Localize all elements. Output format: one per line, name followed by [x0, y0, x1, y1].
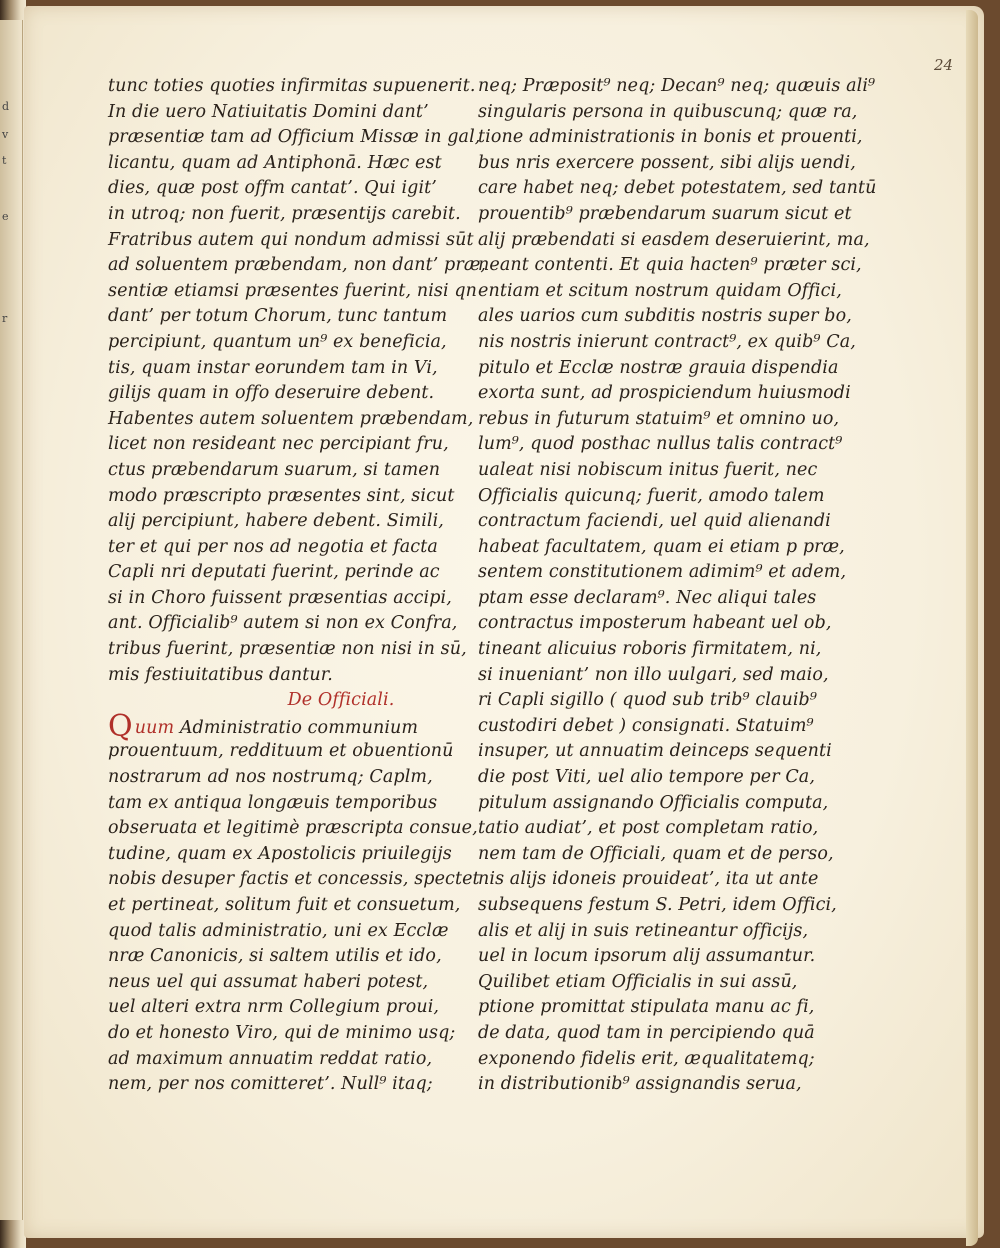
text-line: rebus in futurum statuim⁹ et omnino uo, [478, 408, 840, 429]
previous-page-edge [0, 20, 23, 1220]
text-line: ter et qui per nos ad negotia et facta [108, 536, 438, 557]
text-line: Administratio communium [179, 717, 419, 738]
text-line: licantu, quam ad Antiphonā. Hæc est [108, 152, 442, 173]
text-line: exorta sunt, ad prospiciendum huiusmodi [478, 383, 851, 404]
text-line: Habentes autem soluentem præbendam, [108, 408, 474, 429]
text-line: neus uel qui assumat haberi potest, [108, 971, 429, 992]
sliver-mark: r [2, 312, 8, 325]
text-line: tribus fuerint, præsentiæ non nisi in sū, [108, 639, 467, 660]
first-word-rest: uum [134, 717, 175, 738]
sliver-mark: t [2, 154, 7, 167]
text-line: et pertineat, solitum fuit et consuetum, [108, 895, 461, 915]
text-line: tione administrationis in bonis et prouenti, [478, 127, 863, 148]
text-line: modo præscripto præsentes sint, sicut [108, 485, 455, 506]
text-line: die post Viti, uel alio tempore per Ca, [478, 767, 816, 788]
text-line: dies, quæ post offm cantat’. Qui igit’ [108, 178, 437, 199]
text-line: ant. Officialib⁹ autem si non ex Confra, [108, 613, 458, 634]
text-line: si inueniant’ non illo uulgari, sed maio, [478, 664, 829, 685]
page-edge [966, 10, 978, 1246]
text-line: lum⁹, quod posthac nullus talis contract⁹ [478, 434, 843, 455]
text-line: nem, per nos comitteret’. Null⁹ itaq; [108, 1074, 433, 1095]
text-line: obseruata et legitimè præscripta consue, [108, 818, 478, 839]
text-line: prouentuum, reddituum et obuentionū [108, 741, 454, 762]
text-line: exponendo fidelis erit, æqualitatemq; [478, 1048, 815, 1069]
text-line: sentiæ etiamsi præsentes fuerint, nisi qn [108, 280, 478, 301]
text-line: ptam esse declaram⁹. Nec aliqui tales [478, 587, 817, 608]
text-line: Officialis quicunq; fuerit, amodo talem [478, 485, 825, 506]
text-line: percipiunt, quantum un⁹ ex beneficia, [108, 331, 447, 352]
text-line: entiam et scitum nostrum quidam Offici, [478, 280, 842, 301]
text-line: tudine, quam ex Apostolicis priuilegijs [108, 843, 452, 864]
text-line: de data, quod tam in percipiendo quā [478, 1022, 815, 1043]
text-line: subsequens festum S. Petri, idem Offici, [478, 895, 837, 915]
text-line: pitulum assignando Officialis computa, [478, 792, 829, 813]
text-line: neant contenti. Et quia hacten⁹ præter sci, [478, 255, 862, 276]
text-line: ualeat nisi nobiscum initus fuerit, nec [478, 459, 818, 480]
text-line: care habet neq; debet potestatem, sed tantū [478, 178, 877, 199]
text-line: ad soluentem præbendam, non dant’ præ, [108, 255, 487, 276]
text-line: singularis persona in quibuscunq; quæ ra, [478, 101, 858, 122]
text-line: Fratribus autem qui nondum admissi sūt [108, 229, 474, 250]
text-line: do et honesto Viro, qui de minimo usq; [108, 1022, 456, 1043]
text-line: nis alijs idoneis prouideat’, ita ut ante [478, 869, 819, 890]
text-line: tatio audiat’, et post completam ratio, [478, 818, 819, 839]
text-line: In die uero Natiuitatis Domini dant’ [108, 101, 429, 122]
text-line: alij præbendati si easdem deseruierint, ma, [478, 229, 870, 250]
text-line: si in Choro fuissent præsentias accipi, [108, 587, 452, 608]
text-line: nobis desuper factis et concessis, spectet [108, 869, 480, 890]
text-line: tam ex antiqua longæuis temporibus [108, 792, 438, 813]
folio-number: 24 [934, 56, 954, 74]
text-line: nis nostris inierunt contract⁹, ex quib⁹ Ca, [478, 331, 856, 352]
text-line: gilijs quam in offo deseruire debent. [108, 383, 435, 404]
text-line: licet non resideant nec percipiant fru, [108, 434, 449, 455]
text-line: quod talis administratio, uni ex Ecclæ [108, 920, 449, 941]
decorated-initial: Q [108, 708, 133, 744]
text-line: uel in locum ipsorum alij assumantur. [478, 946, 816, 967]
left-column [108, 74, 487, 1098]
text-line: uel alteri extra nrm Collegium proui, [108, 997, 440, 1018]
text-line: in distributionib⁹ assignandis serua, [478, 1074, 802, 1095]
text-line: bus nris exercere possent, sibi alijs uendi, [478, 152, 856, 173]
text-line: ales uarios cum subditis nostris super bo, [478, 306, 852, 327]
text-line: contractum faciendi, uel quid alienandi [478, 511, 831, 532]
text-line: habeat facultatem, quam ei etiam p præ, [478, 536, 845, 557]
section-rubric: De Officiali. [287, 690, 395, 711]
text-line: sentem constitutionem adimim⁹ et adem, [478, 562, 847, 583]
text-line: mis festiuitatibus dantur. [108, 664, 333, 685]
text-line: tunc toties quoties infirmitas supuenerit. [108, 76, 476, 96]
text-line: nostrarum ad nos nostrumq; Caplm, [108, 767, 433, 788]
text-line: insuper, ut annuatim deinceps sequenti [478, 741, 832, 762]
text-line: tineant alicuius roboris firmitatem, ni, [478, 639, 822, 660]
sliver-mark: d [2, 100, 10, 113]
right-column [478, 74, 877, 1098]
text-line: Quilibet etiam Officialis in sui assū, [478, 971, 798, 992]
text-line: dant’ per totum Chorum, tunc tantum [108, 306, 448, 327]
text-line: ad maximum annuatim reddat ratio, [108, 1048, 433, 1069]
text-line: contractus imposterum habeant uel ob, [478, 613, 832, 634]
text-line: nem tam de Officiali, quam et de perso, [478, 843, 834, 864]
section-first-line [108, 708, 464, 744]
text-line: ptione promittat stipulata manu ac fi, [478, 997, 815, 1018]
sliver-mark: e [2, 210, 9, 223]
text-line: neq; Præposit⁹ neq; Decan⁹ neq; quæuis ali⁹ [478, 76, 876, 96]
text-line: custodiri debet ) consignati. Statuim⁹ [478, 715, 814, 736]
sliver-mark: v [2, 128, 9, 141]
text-line: in utroq; non fuerit, præsentijs carebit. [108, 203, 461, 224]
text-line: Capli nri deputati fuerint, perinde ac [108, 562, 440, 583]
text-line: tis, quam instar eorundem tam in Vi, [108, 357, 438, 378]
text-line: ri Capli sigillo ( quod sub trib⁹ clauib⁹ [478, 690, 817, 711]
text-line: præsentiæ tam ad Officium Missæ in gal, [108, 127, 481, 148]
text-line: prouentib⁹ præbendarum suarum sicut et [478, 203, 852, 224]
text-line: ctus præbendarum suarum, si tamen [108, 459, 441, 480]
text-line: alis et alij in suis retineantur officijs, [478, 920, 809, 941]
text-line: alij percipiunt, habere debent. Simili, [108, 511, 444, 532]
text-line: pitulo et Ecclæ nostræ grauia dispendia [478, 357, 839, 378]
text-line: nræ Canonicis, si saltem utilis et ido, [108, 946, 442, 967]
